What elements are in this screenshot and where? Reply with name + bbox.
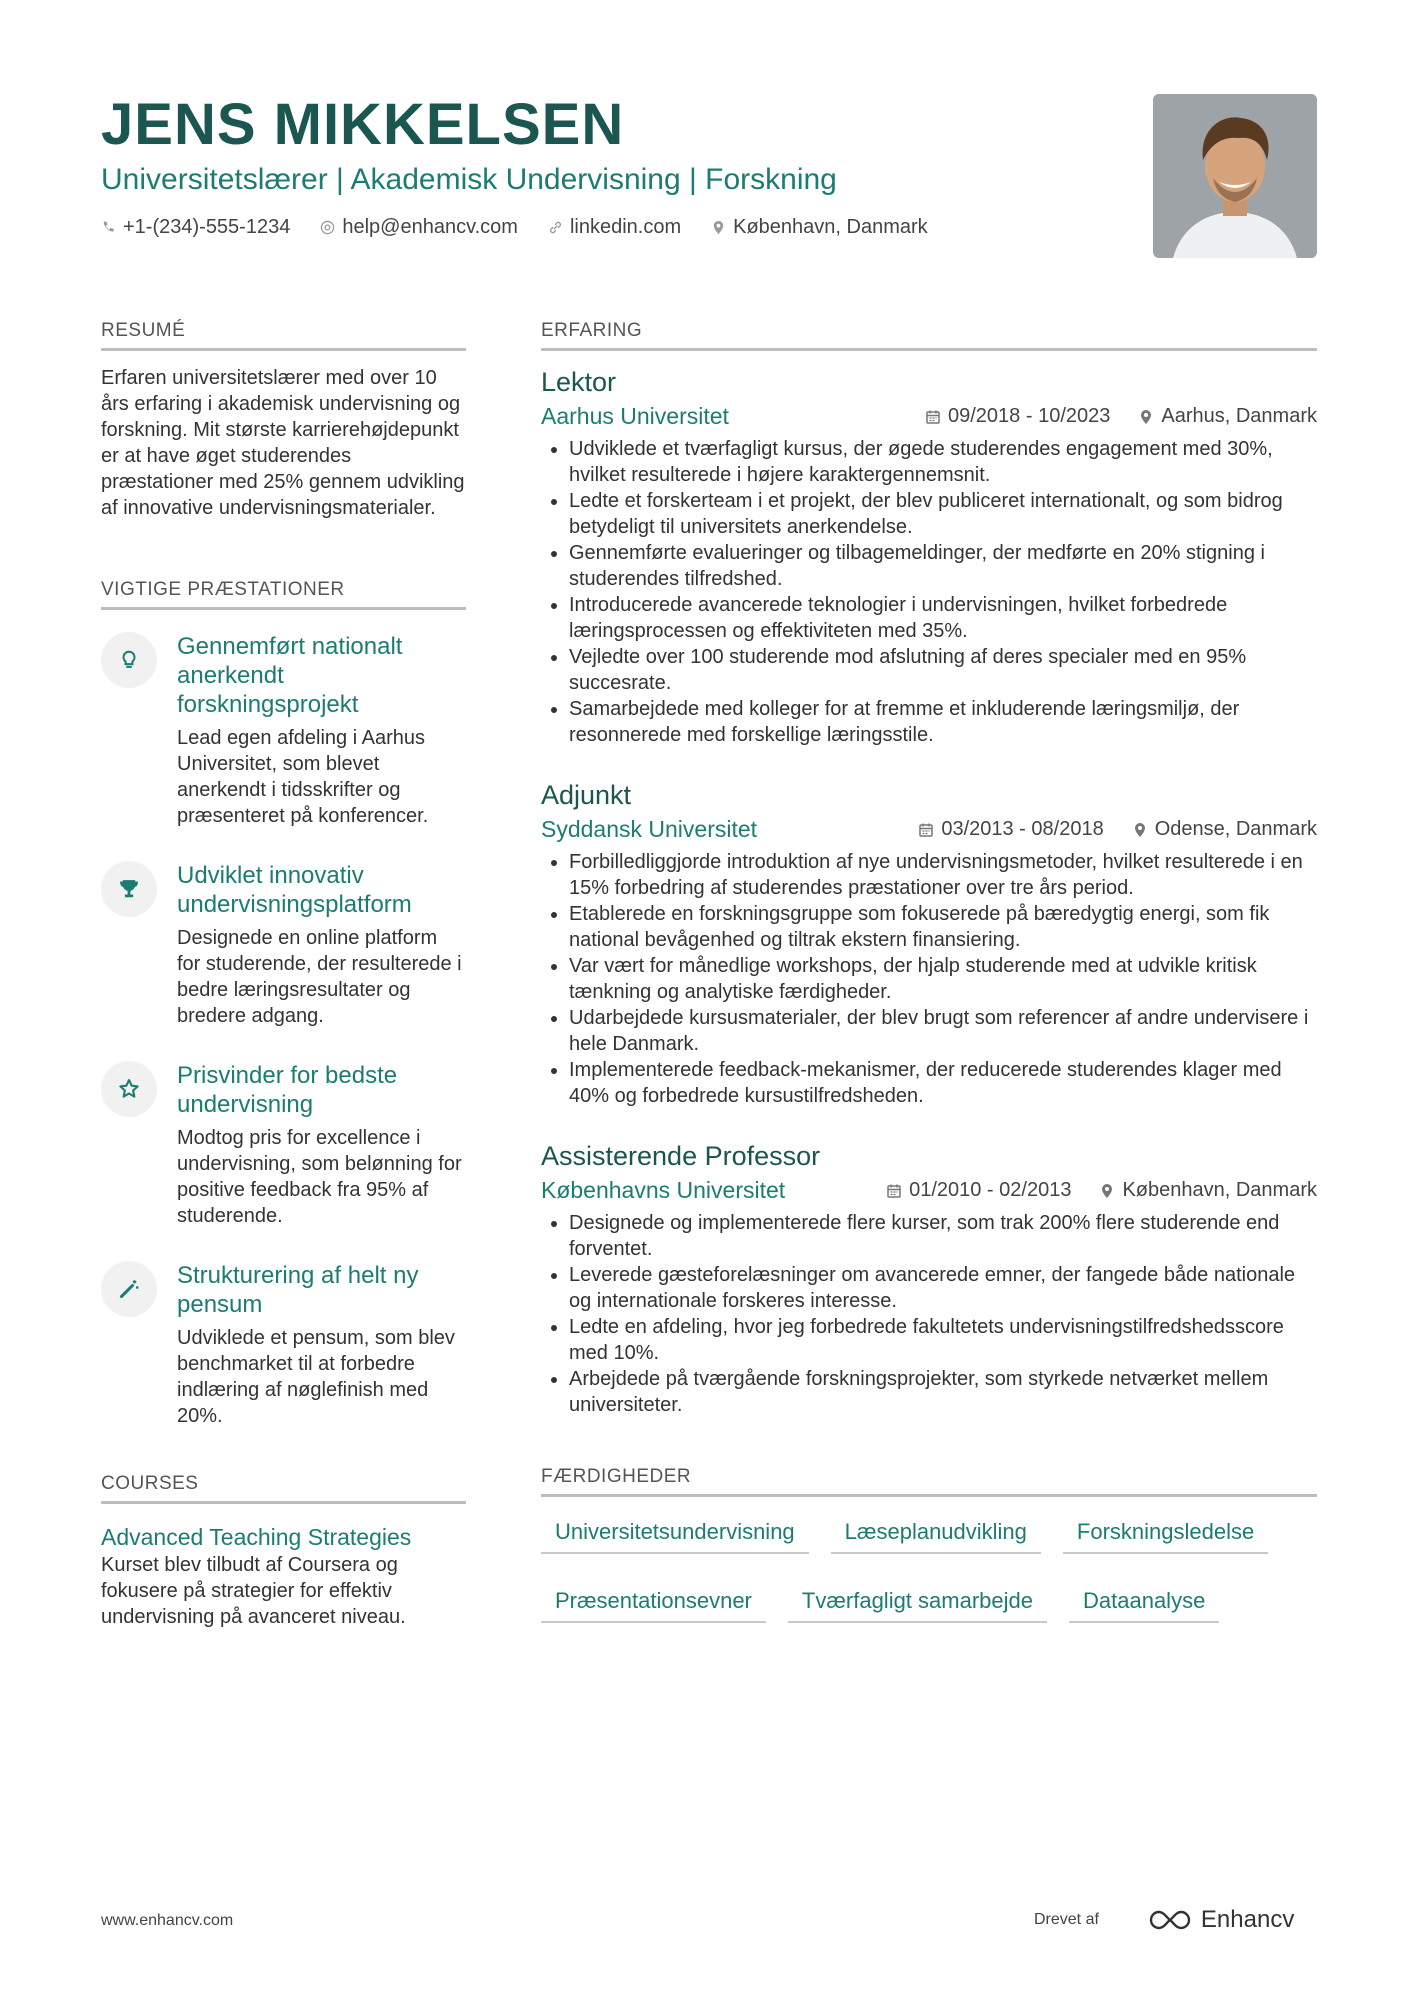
achievement-title: Prisvinder for bedste undervisning bbox=[177, 1062, 398, 1118]
job-bullet: • Udarbejdede kursusmaterialer, der blev brugt som referencer af andre undervisere i hele Danmark. bbox=[569, 1005, 1317, 1057]
powered-by-label: Drevet af bbox=[1034, 1911, 1099, 1928]
achievement-icon-wrap bbox=[101, 632, 157, 688]
job-location bbox=[1138, 405, 1317, 428]
achievement-desc: Modtog pris for excellence i undervisning, som belønning for positive feedback fra 95% af studerende. bbox=[177, 1127, 462, 1227]
job-entry bbox=[541, 778, 1317, 1109]
skills-list bbox=[541, 1515, 1317, 1623]
achievement-title: Strukturering af helt ny pensum bbox=[177, 1262, 419, 1318]
job-dates-text: 09/2018 - 10/2023 bbox=[948, 405, 1111, 427]
achievement-item bbox=[101, 632, 466, 829]
calendar-icon bbox=[918, 822, 934, 838]
linkedin-text: linkedin.com bbox=[569, 216, 682, 238]
job-bullet: • Etablerede en forskningsgruppe som fokuserede på bæredygtig energi, som fik national bevågenhed og tiltrak ekstern finansiering. bbox=[569, 901, 1317, 953]
job-bullets bbox=[541, 436, 1317, 748]
job-bullet: • Gennemførte evalueringer og tilbagemeldinger, der medførte en 20% stigning i studerendes tilfredshed. bbox=[569, 540, 1317, 592]
job-bullet: • Implementerede feedback-mekanismer, der reducerede studerendes klager med 40% og forbedrede kursustilfredsheden. bbox=[569, 1057, 1317, 1109]
skills-section bbox=[541, 1466, 1317, 1623]
footer-branding bbox=[1034, 1906, 1294, 1934]
skill-tag: Læseplanudvikling bbox=[831, 1515, 1041, 1554]
achievement-desc: Lead egen afdeling i Aarhus Universitet, som blevet anerkendt i tidsskrifter og præsenteret på konferencer. bbox=[177, 727, 429, 827]
lightbulb-icon bbox=[118, 649, 140, 671]
job-title: Lektor bbox=[541, 367, 617, 397]
job-title: Adjunkt bbox=[541, 780, 632, 810]
achievement-icon-wrap bbox=[101, 1061, 157, 1117]
skill-tag: Dataanalyse bbox=[1069, 1584, 1219, 1623]
contact-phone bbox=[101, 216, 290, 239]
right-column bbox=[541, 320, 1317, 1623]
job-bullet: • Samarbejdede med kolleger for at fremme et inkluderende læringsmiljø, der resonnerede med forskellige læringsstile. bbox=[569, 696, 1317, 748]
job-dates bbox=[918, 818, 1103, 841]
contact-linkedin[interactable] bbox=[548, 216, 681, 239]
job-title: Assisterende Professor bbox=[541, 1141, 821, 1171]
location-pin-icon bbox=[1099, 1183, 1115, 1199]
profile-photo bbox=[1153, 94, 1317, 258]
course-title: Advanced Teaching Strategies bbox=[101, 1524, 412, 1550]
job-meta-line bbox=[541, 816, 1317, 843]
brand-name: Enhancv bbox=[1200, 1906, 1295, 1933]
job-company: Københavns Universitet bbox=[541, 1177, 786, 1203]
calendar-icon bbox=[925, 409, 941, 425]
skills-heading: FÆRDIGHEDER bbox=[541, 1466, 1317, 1497]
course-desc: Kurset blev tilbudt af Coursera og fokusere på strategier for effektiv undervisning på avanceret niveau. bbox=[101, 1554, 406, 1628]
footer-website[interactable]: www.enhancv.com bbox=[101, 1912, 234, 1929]
job-location-text: Aarhus, Danmark bbox=[1161, 405, 1317, 427]
candidate-name: JENS MIKKELSEN bbox=[101, 92, 625, 157]
job-meta-line bbox=[541, 1177, 1317, 1204]
phone-text: +1-(234)-555-1234 bbox=[123, 216, 291, 238]
link-icon bbox=[548, 220, 563, 235]
trophy-icon bbox=[118, 878, 140, 900]
job-bullet: • Arbejdede på tværgående forskningsprojekter, som styrkede netværket mellem universiteter. bbox=[569, 1366, 1317, 1418]
job-bullet: • Forbilledliggjorde introduktion af nye undervisningsmetoder, hvilket resulterede i en 15% forbedring af studerendes præstationer over tre års period. bbox=[569, 849, 1317, 901]
resume-header bbox=[101, 92, 1101, 239]
skill-tag: Tværfagligt samarbejde bbox=[788, 1584, 1047, 1623]
courses-section bbox=[101, 1473, 466, 1630]
job-dates bbox=[925, 405, 1110, 428]
left-column bbox=[101, 320, 466, 1630]
job-bullet: • Vejledte over 100 studerende mod afslutning af deres specialer med en 95% succesrate. bbox=[569, 644, 1317, 696]
job-dates bbox=[886, 1179, 1071, 1202]
candidate-subtitle: Universitetslærer | Akademisk Undervisning | Forskning bbox=[101, 163, 837, 196]
contact-info bbox=[101, 216, 1101, 239]
location-pin-icon bbox=[711, 220, 726, 235]
job-bullets bbox=[541, 849, 1317, 1109]
skill-tag: Universitetsundervisning bbox=[541, 1515, 809, 1554]
courses-heading: COURSES bbox=[101, 1473, 466, 1504]
magic-wand-icon bbox=[118, 1278, 140, 1300]
job-bullets bbox=[541, 1210, 1317, 1418]
job-bullet: • Ledte en afdeling, hvor jeg forbedrede fakultetets undervisningstilfredshedsscore med 10%. bbox=[569, 1314, 1317, 1366]
achievement-desc: Udviklede et pensum, som blev benchmarket til at forbedre indlæring af nøglefinish med 20%. bbox=[177, 1327, 455, 1427]
star-icon bbox=[118, 1078, 140, 1100]
experience-heading: ERFARING bbox=[541, 320, 1317, 351]
skill-tag: Præsentationsevner bbox=[541, 1584, 766, 1623]
achievement-item bbox=[101, 1061, 466, 1229]
location-pin-icon bbox=[1132, 822, 1148, 838]
summary-section bbox=[101, 320, 466, 521]
job-bullet: • Udviklede et tværfagligt kursus, der øgede studerendes engagement med 30%, hvilket resulterede i højere karaktergennemsnit. bbox=[569, 436, 1317, 488]
job-bullet: • Leverede gæsteforelæsninger om avancerede emner, der fangede både nationale og internationale forskeres interesse. bbox=[569, 1262, 1317, 1314]
achievement-item bbox=[101, 1261, 466, 1429]
job-entry bbox=[541, 1139, 1317, 1418]
job-location bbox=[1132, 818, 1317, 841]
summary-text: Erfaren universitetslærer med over 10 års erfaring i akademisk undervisning og forskning. Mit største karrierehøjdepunkt er at have øget studerendes præstationer med 25% gennem udvikling af innovative undervisningsmaterialer. bbox=[101, 367, 465, 519]
job-company: Syddansk Universitet bbox=[541, 816, 758, 842]
job-location-text: Odense, Danmark bbox=[1154, 818, 1317, 840]
job-bullet: • Ledte et forskerteam i et projekt, der blev publiceret internationalt, og som bidrog betydeligt til universitets anerkendelse. bbox=[569, 488, 1317, 540]
job-location bbox=[1099, 1179, 1317, 1202]
at-icon bbox=[320, 220, 335, 235]
job-bullet: • Designede og implementerede flere kurser, som trak 200% flere studerende end forventet. bbox=[569, 1210, 1317, 1262]
avatar bbox=[1153, 94, 1317, 258]
job-bullet: • Introducerede avancerede teknologier i undervisningen, hvilket forbedrede læringsprocessen og effektiviteten med 35%. bbox=[569, 592, 1317, 644]
achievement-icon-wrap bbox=[101, 1261, 157, 1317]
email-text: help@enhancv.com bbox=[342, 216, 518, 238]
infinity-logo-icon bbox=[1147, 1908, 1193, 1932]
summary-heading: RESUMÉ bbox=[101, 320, 466, 351]
contact-email[interactable] bbox=[320, 216, 518, 239]
job-meta-line bbox=[541, 403, 1317, 430]
experience-section bbox=[541, 320, 1317, 1418]
job-location-text: København, Danmark bbox=[1122, 1179, 1317, 1201]
job-dates-text: 01/2010 - 02/2013 bbox=[909, 1179, 1072, 1201]
job-company: Aarhus Universitet bbox=[541, 403, 729, 429]
achievements-heading: VIGTIGE PRÆSTATIONER bbox=[101, 579, 466, 610]
job-dates-text: 03/2013 - 08/2018 bbox=[941, 818, 1104, 840]
achievements-section bbox=[101, 579, 466, 1429]
phone-icon bbox=[101, 220, 116, 235]
achievement-title: Udviklet innovativ undervisningsplatform bbox=[177, 862, 412, 918]
location-text: København, Danmark bbox=[733, 216, 928, 238]
job-bullet: • Var vært for månedlige workshops, der hjalp studerende med at udvikle kritisk tænkning og analytiske færdigheder. bbox=[569, 953, 1317, 1005]
calendar-icon bbox=[886, 1183, 902, 1199]
achievement-title: Gennemført nationalt anerkendt forskningsprojekt bbox=[177, 633, 403, 718]
achievement-item bbox=[101, 861, 466, 1029]
achievement-desc: Designede en online platform for studerende, der resulterede i bedre læringsresultater og bredere adgang. bbox=[177, 927, 462, 1027]
enhancv-logo[interactable] bbox=[1147, 1906, 1294, 1934]
contact-location bbox=[711, 216, 928, 239]
achievement-icon-wrap bbox=[101, 861, 157, 917]
location-pin-icon bbox=[1138, 409, 1154, 425]
job-entry bbox=[541, 365, 1317, 748]
skill-tag: Forskningsledelse bbox=[1063, 1515, 1268, 1554]
